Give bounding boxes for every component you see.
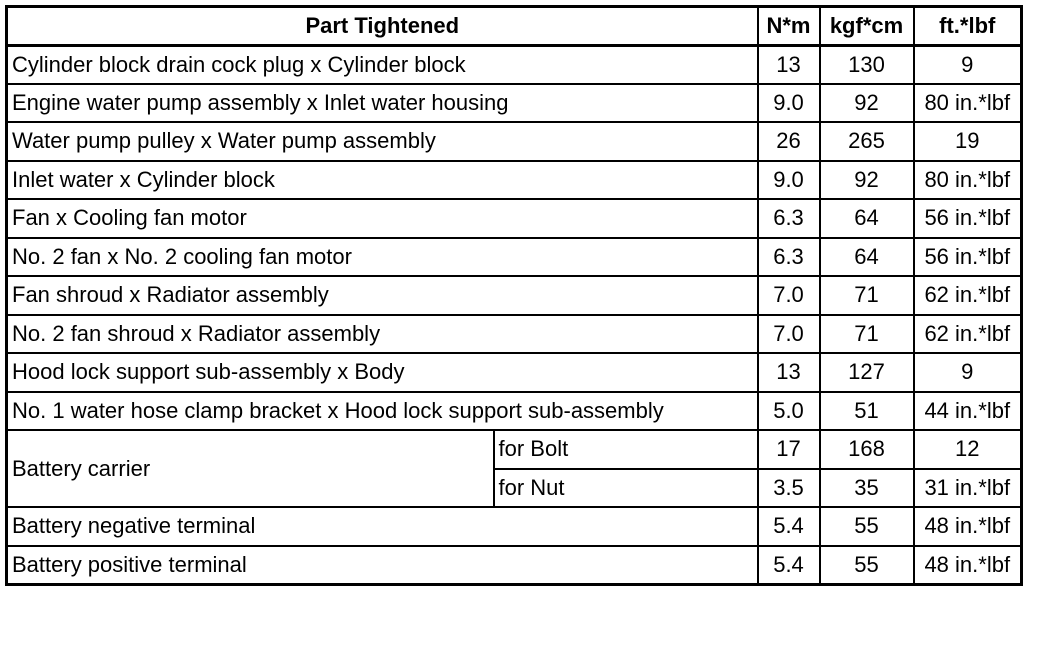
header-row	[7, 7, 1022, 46]
nm-cell: 6.3	[758, 199, 820, 238]
sub-part-cell: for Bolt	[494, 430, 758, 469]
table-row	[7, 45, 1022, 84]
ftlbf-cell: 31 in.*lbf	[914, 469, 1022, 508]
table-row	[7, 546, 1022, 585]
nm-cell: 7.0	[758, 315, 820, 354]
table-row	[7, 161, 1022, 200]
part-cell: No. 2 fan shroud x Radiator assembly	[7, 315, 758, 354]
ftlbf-cell: 48 in.*lbf	[914, 507, 1022, 546]
kgfcm-cell: 64	[820, 199, 914, 238]
ftlbf-cell: 62 in.*lbf	[914, 315, 1022, 354]
kgfcm-cell: 55	[820, 507, 914, 546]
nm-cell: 13	[758, 353, 820, 392]
kgfcm-cell: 64	[820, 238, 914, 277]
header-kgfcm: kgf*cm	[820, 7, 914, 46]
table-row	[7, 84, 1022, 123]
sub-part-cell: for Nut	[494, 469, 758, 508]
kgfcm-cell: 168	[820, 430, 914, 469]
nm-cell: 5.4	[758, 546, 820, 585]
nm-cell: 6.3	[758, 238, 820, 277]
part-cell: Hood lock support sub-assembly x Body	[7, 353, 758, 392]
kgfcm-cell: 71	[820, 315, 914, 354]
table-row	[7, 392, 1022, 431]
ftlbf-cell: 44 in.*lbf	[914, 392, 1022, 431]
header-part-tightened: Part Tightened	[7, 7, 758, 46]
nm-cell: 9.0	[758, 161, 820, 200]
kgfcm-cell: 55	[820, 546, 914, 585]
part-cell: Battery positive terminal	[7, 546, 758, 585]
nm-cell: 5.4	[758, 507, 820, 546]
header-ftlbf: ft.*lbf	[914, 7, 1022, 46]
nm-cell: 5.0	[758, 392, 820, 431]
ftlbf-cell: 9	[914, 353, 1022, 392]
ftlbf-cell: 62 in.*lbf	[914, 276, 1022, 315]
kgfcm-cell: 51	[820, 392, 914, 431]
table-row	[7, 353, 1022, 392]
ftlbf-cell: 80 in.*lbf	[914, 84, 1022, 123]
ftlbf-cell: 48 in.*lbf	[914, 546, 1022, 585]
kgfcm-cell: 71	[820, 276, 914, 315]
table-row	[7, 199, 1022, 238]
part-cell: Engine water pump assembly x Inlet water housing	[7, 84, 758, 123]
ftlbf-cell: 80 in.*lbf	[914, 161, 1022, 200]
part-cell: No. 2 fan x No. 2 cooling fan motor	[7, 238, 758, 277]
nm-cell: 17	[758, 430, 820, 469]
part-cell: Water pump pulley x Water pump assembly	[7, 122, 758, 161]
kgfcm-cell: 35	[820, 469, 914, 508]
ftlbf-cell: 19	[914, 122, 1022, 161]
table-row	[7, 276, 1022, 315]
torque-spec-table	[5, 5, 1023, 586]
kgfcm-cell: 130	[820, 45, 914, 84]
battery-carrier-part-cell: Battery carrier	[7, 430, 494, 507]
table-row	[7, 122, 1022, 161]
part-cell: Inlet water x Cylinder block	[7, 161, 758, 200]
ftlbf-cell: 56 in.*lbf	[914, 238, 1022, 277]
nm-cell: 13	[758, 45, 820, 84]
ftlbf-cell: 12	[914, 430, 1022, 469]
ftlbf-cell: 56 in.*lbf	[914, 199, 1022, 238]
part-cell: No. 1 water hose clamp bracket x Hood lock support sub-assembly	[7, 392, 758, 431]
ftlbf-cell: 9	[914, 45, 1022, 84]
table-row	[7, 507, 1022, 546]
table-row	[7, 430, 1022, 469]
nm-cell: 3.5	[758, 469, 820, 508]
kgfcm-cell: 92	[820, 161, 914, 200]
kgfcm-cell: 265	[820, 122, 914, 161]
table-row	[7, 315, 1022, 354]
part-cell: Fan x Cooling fan motor	[7, 199, 758, 238]
nm-cell: 9.0	[758, 84, 820, 123]
part-cell: Cylinder block drain cock plug x Cylinder block	[7, 45, 758, 84]
part-cell: Fan shroud x Radiator assembly	[7, 276, 758, 315]
kgfcm-cell: 127	[820, 353, 914, 392]
kgfcm-cell: 92	[820, 84, 914, 123]
table-row	[7, 238, 1022, 277]
part-cell: Battery negative terminal	[7, 507, 758, 546]
nm-cell: 7.0	[758, 276, 820, 315]
nm-cell: 26	[758, 122, 820, 161]
header-nm: N*m	[758, 7, 820, 46]
